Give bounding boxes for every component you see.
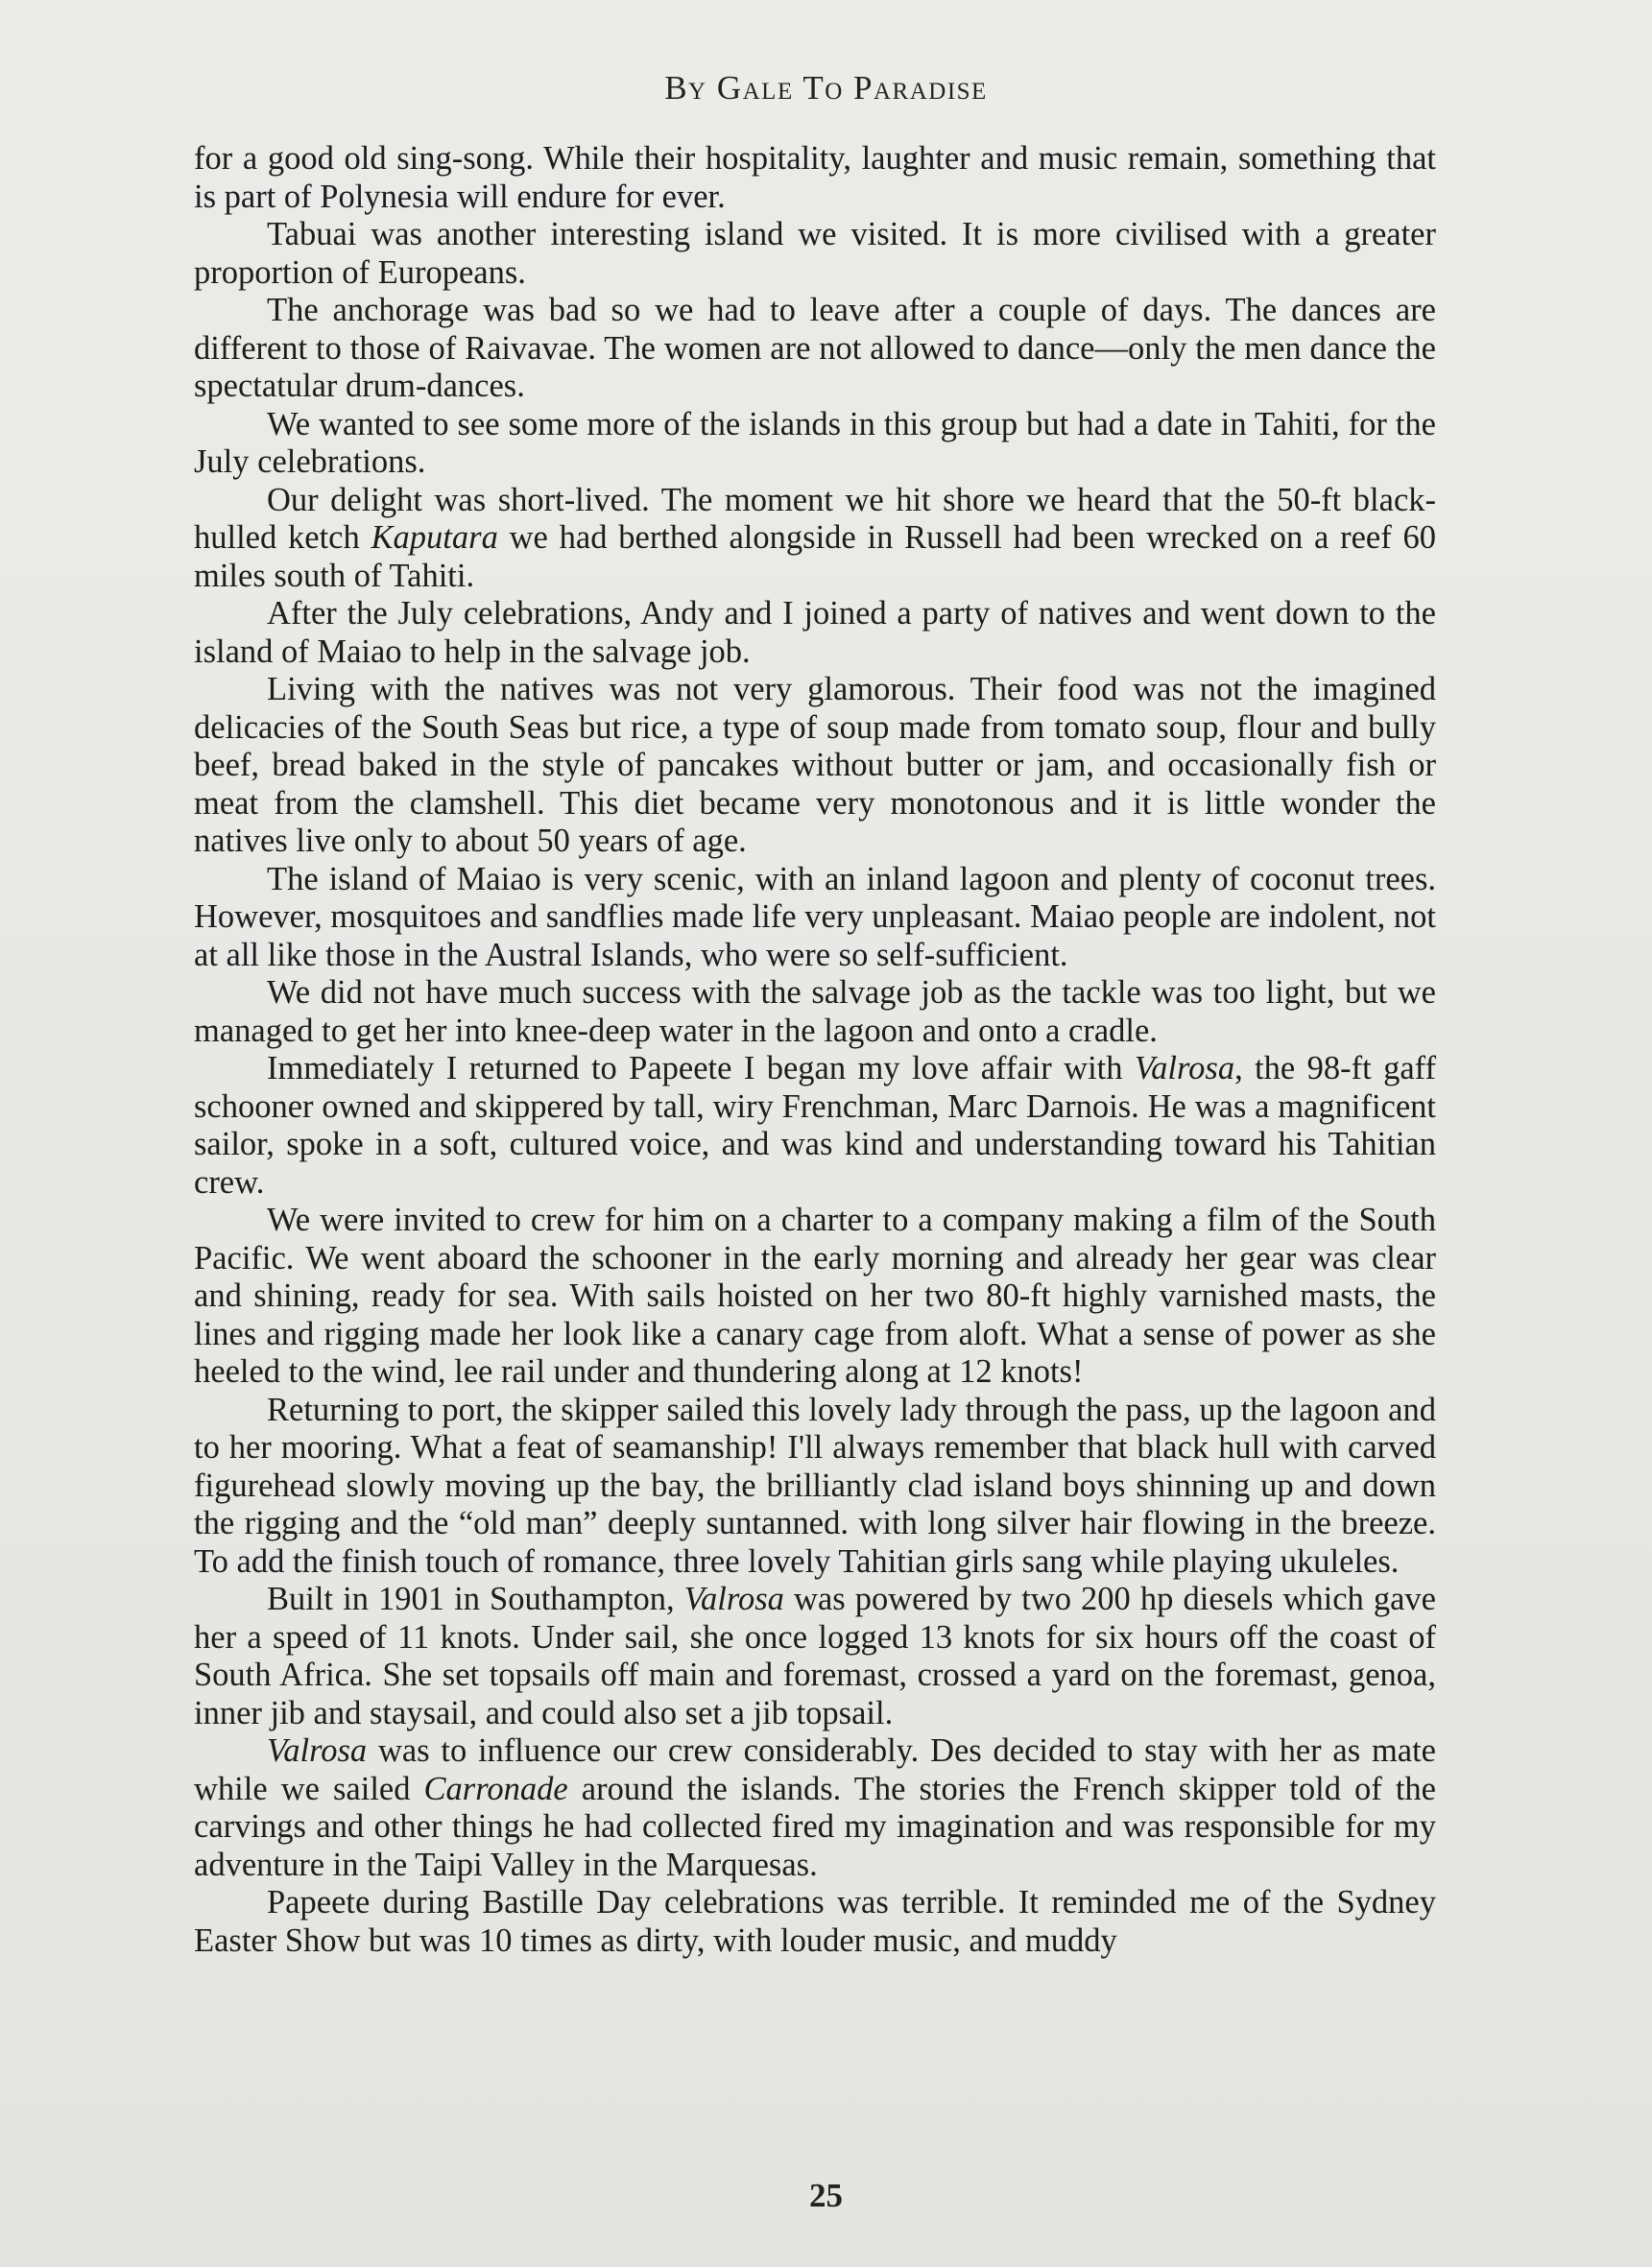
paragraph: Returning to port, the skipper sailed this lovely lady through the pass, up the lagoon and to her mooring. What a feat of seamanship! I'll always remember that black hull with carved figurehead slowly moving up the bay, the brilliantly clad island boys shinning up and down the rigging and the “old man” deeply suntanned. with long silver hair flowing in the breeze. To add the finish touch of romance, three lovely Tahitian girls sang while playing ukuleles. [194,1391,1436,1580]
running-head: By Gale To Paradise [664,69,988,107]
paragraph: The island of Maiao is very scenic, with an inland lagoon and plenty of coconut trees. However, mosquitoes and sandflies made life very unpleasant. Maiao people are indolent, not at all like those in the Austral Islands, who were so self-sufficient. [194,860,1436,973]
paragraph: for a good old sing-song. While their hospitality, laughter and music remain, something that is part of Polynesia will endure for ever. [194,140,1436,215]
body-text [194,140,1436,1960]
page-number: 25 [809,2177,843,2214]
ship-name: Valrosa [1134,1050,1235,1086]
ship-name: Carronade [423,1770,568,1807]
ship-name: Kaputara [371,519,498,556]
paragraph: Tabuai was another interesting island we visited. It is more civilised with a greater proportion of Europeans. [194,216,1436,291]
paragraph: The anchorage was bad so we had to leave after a couple of days. The dances are different to those of Raivavae. The women are not allowed to dance—only the men dance the spectatular drum-dances. [194,292,1436,404]
paragraph: Our delight was short-lived. The moment we hit shore we heard that the 50-ft black-hulled ketch Kaputara we had berthed alongside in Russell had been wrecked on a reef 60 miles south of Tahiti. [194,481,1436,594]
paragraph: Immediately I returned to Papeete I began my love affair with Valrosa, the 98-ft gaff schooner owned and skippered by tall, wiry Frenchman, Marc Darnois. He was a magnificent sailor, spoke in a soft, cultured voice, and was kind and understanding toward his Tahitian crew. [194,1050,1436,1201]
paragraph: We did not have much success with the salvage job as the tackle was too light, but we managed to get her into knee-deep water in the lagoon and onto a cradle. [194,974,1436,1049]
paragraph: Papeete during Bastille Day celebrations was terrible. It reminded me of the Sydney Easter Show but was 10 times as dirty, with louder music, and muddy [194,1884,1436,1959]
ship-name: Valrosa [267,1732,368,1769]
paragraph: We were invited to crew for him on a charter to a company making a film of the South Pacific. We went aboard the schooner in the early morning and already her gear was clear and shining, ready for sea. With sails hoisted on her two 80-ft highly varnished masts, the lines and rigging made her look like a canary cage from aloft. What a sense of power as she heeled to the wind, lee rail under and thundering along at 12 knots! [194,1202,1436,1390]
paragraph: Valrosa was to influence our crew considerably. Des decided to stay with her as mate while we sailed Carronade around the islands. The stories the French skipper told of the carvings and other things he had collected fired my imagination and was responsible for my adventure in the Taipi Valley in the Marquesas. [194,1732,1436,1883]
paragraph: We wanted to see some more of the islands in this group but had a date in Tahiti, for the July celebrations. [194,405,1436,480]
paragraph: Built in 1901 in Southampton, Valrosa was powered by two 200 hp diesels which gave her a speed of 11 knots. Under sail, she once logged 13 knots for six hours off the coast of South Africa. She set topsails off main and foremast, crossed a yard on the foremast, genoa, inner jib and staysail, and could also set a jib topsail. [194,1581,1436,1731]
paragraph: Living with the natives was not very glamorous. Their food was not the imagined delicacies of the South Seas but rice, a type of soup made from tomato soup, flour and bully beef, bread baked in the style of pancakes without butter or jam, and occasionally fish or meat from the clamshell. This diet became very monotonous and it is little wonder the natives live only to about 50 years of age. [194,671,1436,859]
paragraph: After the July celebrations, Andy and I joined a party of natives and went down to the island of Maiao to help in the salvage job. [194,595,1436,670]
ship-name: Valrosa [683,1581,784,1617]
